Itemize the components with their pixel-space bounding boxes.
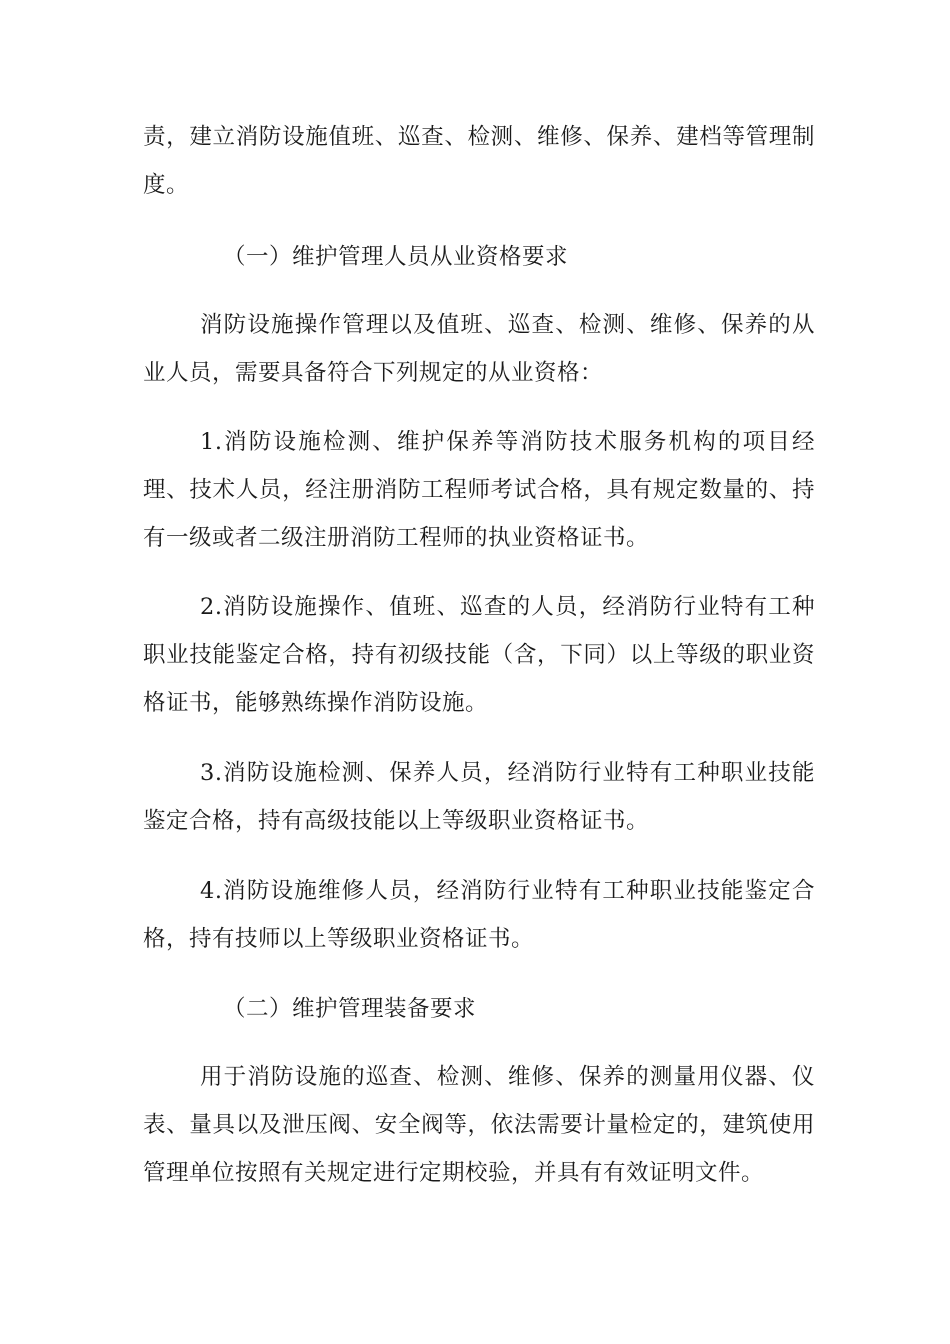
paragraph-item-2: 2.消防设施操作、值班、巡查的人员，经消防行业特有工种职业技能鉴定合格，持有初级技能（含，下同）以上等级的职业资格证书，能够熟练操作消防设施。	[143, 594, 815, 716]
section-heading-1: （一）维护管理人员从业资格要求	[223, 244, 569, 270]
paragraph-item-1: 1.消防设施检测、维护保养等消防技术服务机构的项目经理、技术人员，经注册消防工程师考试合格，具有规定数量的、持有一级或者二级注册消防工程师的执业资格证书。	[143, 429, 815, 551]
paragraph-item-4: 4.消防设施维修人员，经消防行业特有工种职业技能鉴定合格，持有技师以上等级职业资格证书。	[143, 878, 815, 952]
paragraph-item-3: 3.消防设施检测、保养人员，经消防行业特有工种职业技能鉴定合格，持有高级技能以上等级职业资格证书。	[143, 760, 815, 834]
paragraph-qualification-intro: 消防设施操作管理以及值班、巡查、检测、维修、保养的从业人员，需要具备符合下列规定的从业资格：	[143, 312, 815, 386]
paragraph-continuation: 责，建立消防设施值班、巡查、检测、维修、保养、建档等管理制度。	[143, 124, 815, 198]
section-heading-2: （二）维护管理装备要求	[223, 996, 477, 1022]
paragraph-equipment: 用于消防设施的巡查、检测、维修、保养的测量用仪器、仪表、量具以及泄压阀、安全阀等，依法需要计量检定的，建筑使用管理单位按照有关规定进行定期校验，并具有有效证明文件。	[143, 1064, 815, 1186]
